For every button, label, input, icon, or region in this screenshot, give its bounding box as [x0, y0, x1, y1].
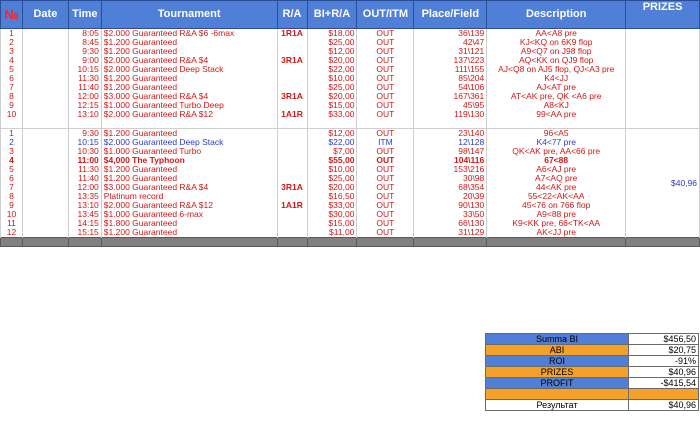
date-cell[interactable] [22, 174, 68, 183]
ra-cell[interactable]: 1A1R [277, 110, 307, 119]
out-itm-cell[interactable]: OUT [357, 38, 414, 47]
tournament-cell[interactable]: Platinum record [101, 192, 277, 201]
date-cell[interactable] [22, 183, 68, 192]
prize-cell[interactable] [626, 101, 700, 110]
out-itm-cell[interactable]: OUT [357, 56, 414, 65]
tournament-cell[interactable]: $1.200 Guaranteed [101, 129, 277, 139]
separator-row [1, 238, 700, 247]
ra-cell[interactable] [277, 174, 307, 183]
time-cell[interactable]: 11:00 [68, 156, 101, 165]
prize-cell[interactable] [626, 56, 700, 65]
place-field-cell[interactable]: 31\121 [414, 47, 487, 56]
out-itm-cell[interactable]: OUT [357, 29, 414, 39]
buyin-cell[interactable]: $12,00 [307, 47, 357, 56]
date-cell[interactable] [22, 219, 68, 228]
time-cell[interactable]: 12:15 [68, 101, 101, 110]
description-cell[interactable]: A8<KJ [487, 101, 626, 110]
table-row [1, 29, 700, 39]
tournament-cell[interactable]: $2.000 Guaranteed R&A $12 [101, 201, 277, 210]
buyin-cell[interactable]: $15,00 [307, 219, 357, 228]
place-field-cell[interactable]: 90\130 [414, 201, 487, 210]
date-cell[interactable] [22, 129, 68, 139]
place-field-cell[interactable]: 54\106 [414, 83, 487, 92]
prize-cell[interactable] [626, 29, 700, 39]
ra-cell[interactable]: 1R1A [277, 29, 307, 39]
row-number[interactable]: 1 [1, 129, 23, 139]
table-row [1, 138, 700, 147]
date-cell[interactable] [22, 165, 68, 174]
row-number[interactable]: 4 [1, 56, 23, 65]
place-field-cell[interactable]: 68\354 [414, 183, 487, 192]
summary-table [485, 333, 699, 411]
row-number[interactable]: 6 [1, 74, 23, 83]
time-cell[interactable]: 12:00 [68, 183, 101, 192]
time-cell[interactable]: 8:45 [68, 38, 101, 47]
date-cell[interactable] [22, 228, 68, 238]
header-date[interactable]: Date [22, 1, 68, 29]
table-row [1, 101, 700, 110]
row-number[interactable]: 5 [1, 65, 23, 74]
header-prizes[interactable]: PRIZES [626, 1, 700, 29]
table-row [1, 92, 700, 101]
time-cell[interactable]: 9:00 [68, 56, 101, 65]
time-cell[interactable]: 13:35 [68, 192, 101, 201]
summary-row-profit [486, 378, 699, 389]
place-field-cell[interactable]: 167\361 [414, 92, 487, 101]
profit-label[interactable]: PROFIT [486, 378, 629, 389]
summary-row-blank [486, 389, 699, 400]
tournament-cell[interactable]: $1.200 Guaranteed [101, 174, 277, 183]
out-itm-cell[interactable]: ITM [357, 138, 414, 147]
header-place-field[interactable]: Place/Field [414, 1, 487, 29]
ra-cell[interactable]: 3R1A [277, 183, 307, 192]
roi-value[interactable]: -91% [629, 356, 699, 367]
place-field-cell[interactable]: 36\139 [414, 29, 487, 39]
out-itm-cell[interactable]: OUT [357, 47, 414, 56]
row-number[interactable]: 2 [1, 38, 23, 47]
ra-cell[interactable]: 3R1A [277, 92, 307, 101]
date-cell[interactable] [22, 29, 68, 39]
date-cell[interactable] [22, 110, 68, 119]
row-number[interactable]: 12 [1, 228, 23, 238]
header-bi[interactable]: BI+R/A [307, 1, 357, 29]
out-itm-cell[interactable]: OUT [357, 201, 414, 210]
tournament-cell[interactable]: $2.000 Guaranteed R&A $6 -6max [101, 29, 277, 39]
place-field-cell[interactable]: 23\140 [414, 129, 487, 139]
empty-cell[interactable] [487, 238, 626, 247]
place-field-cell[interactable]: 33\50 [414, 210, 487, 219]
date-cell[interactable] [22, 192, 68, 201]
time-cell[interactable]: 10:30 [68, 147, 101, 156]
buyin-cell[interactable]: $11,00 [307, 228, 357, 238]
tournament-cell[interactable]: $1.000 Guaranteed Turbo Deep [101, 101, 277, 110]
empty-cell[interactable] [101, 238, 277, 247]
description-cell[interactable]: 44<AK pre [487, 183, 626, 192]
out-itm-cell[interactable]: OUT [357, 74, 414, 83]
row-number[interactable]: 2 [1, 138, 23, 147]
table-body [1, 29, 700, 247]
date-cell[interactable] [22, 47, 68, 56]
row-number[interactable]: 10 [1, 210, 23, 219]
prizes-value[interactable]: $40,96 [629, 367, 699, 378]
place-field-cell[interactable]: 45\95 [414, 101, 487, 110]
time-cell[interactable]: 13:45 [68, 210, 101, 219]
row-number[interactable]: 11 [1, 219, 23, 228]
out-itm-cell[interactable]: OUT [357, 219, 414, 228]
buyin-cell[interactable]: $25,00 [307, 83, 357, 92]
row-number[interactable]: 9 [1, 201, 23, 210]
table-row [1, 201, 700, 210]
ra-cell[interactable] [277, 101, 307, 110]
date-cell[interactable] [22, 210, 68, 219]
empty-cell[interactable] [357, 238, 414, 247]
time-cell[interactable]: 9:30 [68, 129, 101, 139]
header-ra[interactable]: R/A [277, 1, 307, 29]
description-cell[interactable]: AJ<AT pre [487, 83, 626, 92]
result-value[interactable]: $40,96 [629, 400, 699, 411]
description-cell[interactable]: K4<JJ [487, 74, 626, 83]
summa-bi-label[interactable]: Summa BI [486, 334, 629, 345]
header-out-itm[interactable]: OUT/ITM [357, 1, 414, 29]
row-number[interactable]: 6 [1, 174, 23, 183]
description-cell[interactable]: K9<KK pre, 66<TK<AA [487, 219, 626, 228]
abi-value[interactable]: $20,75 [629, 345, 699, 356]
row-number[interactable]: 4 [1, 156, 23, 165]
table-row [1, 65, 700, 74]
table-row [1, 156, 700, 165]
table-row [1, 147, 700, 156]
out-itm-cell[interactable]: OUT [357, 129, 414, 139]
summary-row-prizes [486, 367, 699, 378]
table-row [1, 110, 700, 119]
ra-cell[interactable] [277, 74, 307, 83]
place-field-cell[interactable]: 119\130 [414, 110, 487, 119]
row-number[interactable]: 9 [1, 101, 23, 110]
prize-cell[interactable]: $40,96 [626, 129, 700, 238]
tournament-cell[interactable]: $3.000 Guaranteed R&A $4 [101, 183, 277, 192]
tournament-cell[interactable]: $1.200 Guaranteed [101, 228, 277, 238]
ra-cell[interactable] [277, 83, 307, 92]
table-row [1, 56, 700, 65]
ra-cell[interactable]: 1A1R [277, 201, 307, 210]
date-cell[interactable] [22, 156, 68, 165]
date-cell[interactable] [22, 147, 68, 156]
buyin-cell[interactable]: $20,00 [307, 56, 357, 65]
empty-cell[interactable] [68, 119, 101, 129]
description-cell[interactable]: AA<A8 pre [487, 29, 626, 39]
tournament-cell[interactable]: $1.800 Guaranteed [101, 219, 277, 228]
empty-cell[interactable] [357, 119, 414, 129]
table-row [1, 38, 700, 47]
empty-cell[interactable] [487, 119, 626, 129]
out-itm-cell[interactable]: OUT [357, 65, 414, 74]
out-itm-cell[interactable]: OUT [357, 192, 414, 201]
date-cell[interactable] [22, 38, 68, 47]
description-cell[interactable]: A7<AQ pre [487, 174, 626, 183]
ra-cell[interactable] [277, 129, 307, 139]
description-cell[interactable]: AJ<Q8 on AJ5 flop, QJ<A3 pre [487, 65, 626, 74]
tournament-cell[interactable]: $3.000 Guaranteed R&A $4 [101, 92, 277, 101]
buyin-cell[interactable]: $55,00 [307, 156, 357, 165]
table-row [1, 219, 700, 228]
blank-cell[interactable] [486, 389, 629, 400]
buyin-cell[interactable]: $16,50 [307, 192, 357, 201]
row-number[interactable]: 8 [1, 192, 23, 201]
date-cell[interactable] [22, 74, 68, 83]
buyin-cell[interactable]: $15,00 [307, 101, 357, 110]
empty-cell[interactable] [414, 238, 487, 247]
buyin-cell[interactable]: $10,00 [307, 165, 357, 174]
time-cell[interactable]: 13:10 [68, 201, 101, 210]
ra-cell[interactable] [277, 192, 307, 201]
date-cell[interactable] [22, 138, 68, 147]
description-cell[interactable]: 55<22<AK<AA [487, 192, 626, 201]
row-number[interactable]: 3 [1, 147, 23, 156]
out-itm-cell[interactable]: OUT [357, 101, 414, 110]
table-row [1, 228, 700, 238]
place-field-cell[interactable]: 153\216 [414, 165, 487, 174]
tournament-cell[interactable]: $2.000 Guaranteed R&A $4 [101, 56, 277, 65]
table-row [1, 74, 700, 83]
time-cell[interactable]: 10:15 [68, 138, 101, 147]
table-row [1, 192, 700, 201]
description-cell[interactable]: K4<77 pre [487, 138, 626, 147]
header-time[interactable]: Time [68, 1, 101, 29]
row-number[interactable]: 7 [1, 183, 23, 192]
ra-cell[interactable] [277, 138, 307, 147]
place-field-cell[interactable]: 12\128 [414, 138, 487, 147]
buyin-cell[interactable]: $18,00 [307, 29, 357, 39]
prize-cell[interactable] [626, 83, 700, 92]
buyin-cell[interactable]: $25,00 [307, 174, 357, 183]
empty-cell[interactable] [307, 119, 357, 129]
summary-row-abi [486, 345, 699, 356]
ra-cell[interactable] [277, 65, 307, 74]
header-tournament[interactable]: Tournament [101, 1, 277, 29]
description-cell[interactable]: 96<A5 [487, 129, 626, 139]
buyin-cell[interactable]: $22,00 [307, 138, 357, 147]
description-cell[interactable]: A6<AJ pre [487, 165, 626, 174]
description-cell[interactable]: AQ<KK on QJ9 flop [487, 56, 626, 65]
buyin-cell[interactable]: $20,00 [307, 183, 357, 192]
out-itm-cell[interactable]: OUT [357, 210, 414, 219]
tournament-cell[interactable]: $2.000 Guaranteed Deep Stack [101, 138, 277, 147]
ra-cell[interactable] [277, 228, 307, 238]
ra-cell[interactable] [277, 147, 307, 156]
blank-cell[interactable] [629, 389, 699, 400]
description-cell[interactable]: 67<88 [487, 156, 626, 165]
description-cell[interactable]: A9<Q7 on J98 flop [487, 47, 626, 56]
buyin-cell[interactable]: $25,00 [307, 38, 357, 47]
empty-cell[interactable] [277, 238, 307, 247]
empty-cell[interactable] [626, 119, 700, 129]
out-itm-cell[interactable]: OUT [357, 83, 414, 92]
out-itm-cell[interactable]: OUT [357, 156, 414, 165]
roi-label[interactable]: ROI [486, 356, 629, 367]
out-itm-cell[interactable]: OUT [357, 147, 414, 156]
date-cell[interactable] [22, 83, 68, 92]
date-cell[interactable] [22, 201, 68, 210]
out-itm-cell[interactable]: OUT [357, 183, 414, 192]
gap-row [1, 119, 700, 129]
date-cell[interactable] [22, 65, 68, 74]
summary-row-summa-bi [486, 334, 699, 345]
time-cell[interactable]: 11:30 [68, 165, 101, 174]
header-number[interactable]: № [1, 1, 23, 29]
empty-cell[interactable] [1, 238, 23, 247]
buyin-cell[interactable]: $7,00 [307, 147, 357, 156]
summa-bi-value[interactable]: $456,50 [629, 334, 699, 345]
tournament-cell[interactable]: $1.000 Guaranteed Turbo [101, 147, 277, 156]
time-cell[interactable]: 10:15 [68, 65, 101, 74]
row-number[interactable]: 8 [1, 92, 23, 101]
buyin-cell[interactable]: $12,00 [307, 129, 357, 139]
time-cell[interactable]: 15:15 [68, 228, 101, 238]
time-cell[interactable]: 12:00 [68, 92, 101, 101]
tournament-cell[interactable]: $1.200 Guaranteed [101, 74, 277, 83]
out-itm-cell[interactable]: OUT [357, 92, 414, 101]
buyin-cell[interactable]: $22,00 [307, 65, 357, 74]
empty-cell[interactable] [22, 238, 68, 247]
description-cell[interactable]: QK<AK pre, AA<66 pre [487, 147, 626, 156]
time-cell[interactable]: 8:05 [68, 29, 101, 39]
buyin-cell[interactable]: $33,00 [307, 110, 357, 119]
ra-cell[interactable] [277, 219, 307, 228]
prize-cell[interactable] [626, 47, 700, 56]
time-cell[interactable]: 11:30 [68, 74, 101, 83]
place-field-cell[interactable]: 137\223 [414, 56, 487, 65]
out-itm-cell[interactable]: OUT [357, 228, 414, 238]
ra-cell[interactable] [277, 47, 307, 56]
ra-cell[interactable]: 3R1A [277, 56, 307, 65]
table-row [1, 83, 700, 92]
table-row [1, 129, 700, 139]
place-field-cell[interactable]: 20\39 [414, 192, 487, 201]
description-cell[interactable]: KJ<KQ on 6K9 flop [487, 38, 626, 47]
abi-label[interactable]: ABI [486, 345, 629, 356]
prize-cell[interactable] [626, 65, 700, 74]
time-cell[interactable]: 13:10 [68, 110, 101, 119]
place-field-cell[interactable]: 31\129 [414, 228, 487, 238]
tournament-cell[interactable]: $2.000 Guaranteed Deep Stack [101, 65, 277, 74]
buyin-cell[interactable]: $20,00 [307, 92, 357, 101]
row-number[interactable]: 7 [1, 83, 23, 92]
empty-cell[interactable] [626, 238, 700, 247]
table-row [1, 183, 700, 192]
table-row [1, 47, 700, 56]
time-cell[interactable]: 14:15 [68, 219, 101, 228]
place-field-cell[interactable]: 66\130 [414, 219, 487, 228]
row-number[interactable]: 10 [1, 110, 23, 119]
tournament-cell[interactable]: $1.200 Guaranteed [101, 47, 277, 56]
table-row [1, 165, 700, 174]
date-cell[interactable] [22, 92, 68, 101]
tournament-cell[interactable]: $1.000 Guaranteed 6-max [101, 210, 277, 219]
empty-cell[interactable] [1, 119, 23, 129]
ra-cell[interactable] [277, 210, 307, 219]
row-number[interactable]: 1 [1, 29, 23, 39]
empty-cell[interactable] [101, 119, 277, 129]
tournament-cell[interactable]: $1.200 Guaranteed [101, 83, 277, 92]
tournament-cell[interactable]: $2.000 Guaranteed R&A $12 [101, 110, 277, 119]
summary-row-result [486, 400, 699, 411]
out-itm-cell[interactable]: OUT [357, 110, 414, 119]
prize-cell[interactable] [626, 110, 700, 119]
prize-cell[interactable] [626, 74, 700, 83]
prize-cell[interactable] [626, 92, 700, 101]
profit-value[interactable]: -$415,54 [629, 378, 699, 389]
table-row [1, 174, 700, 183]
time-cell[interactable]: 9:30 [68, 47, 101, 56]
place-field-cell[interactable]: 98\147 [414, 147, 487, 156]
place-field-cell[interactable]: 30\98 [414, 174, 487, 183]
buyin-cell[interactable]: $33,00 [307, 201, 357, 210]
prize-cell[interactable] [626, 38, 700, 47]
place-field-cell[interactable]: 104\116 [414, 156, 487, 165]
buyin-cell[interactable]: $30,00 [307, 210, 357, 219]
tournament-cell[interactable]: $1.200 Guaranteed [101, 38, 277, 47]
description-cell[interactable]: 99<AA pre [487, 110, 626, 119]
empty-cell[interactable] [414, 119, 487, 129]
time-cell[interactable]: 11:40 [68, 174, 101, 183]
header-row [1, 1, 700, 29]
empty-cell[interactable] [307, 238, 357, 247]
out-itm-cell[interactable]: OUT [357, 165, 414, 174]
place-field-cell[interactable]: 42\47 [414, 38, 487, 47]
description-cell[interactable]: A9<88 pre [487, 210, 626, 219]
date-cell[interactable] [22, 101, 68, 110]
summary-row-roi [486, 356, 699, 367]
buyin-cell[interactable]: $10,00 [307, 74, 357, 83]
empty-cell[interactable] [22, 119, 68, 129]
description-cell[interactable]: AK<JJ pre [487, 228, 626, 238]
header-description[interactable]: Description [487, 1, 626, 29]
empty-cell[interactable] [68, 238, 101, 247]
result-label[interactable]: Результат [486, 400, 629, 411]
place-field-cell[interactable]: 85\204 [414, 74, 487, 83]
empty-cell[interactable] [277, 119, 307, 129]
ra-cell[interactable] [277, 165, 307, 174]
description-cell[interactable]: 45<76 on 766 flop [487, 201, 626, 210]
ra-cell[interactable] [277, 38, 307, 47]
time-cell[interactable]: 11:40 [68, 83, 101, 92]
place-field-cell[interactable]: 111\155 [414, 65, 487, 74]
tournament-cell[interactable]: $4,000 The Typhoon [101, 156, 277, 165]
table-row [1, 210, 700, 219]
out-itm-cell[interactable]: OUT [357, 174, 414, 183]
row-number[interactable]: 3 [1, 47, 23, 56]
prizes-label[interactable]: PRIZES [486, 367, 629, 378]
description-cell[interactable]: AT<AK pre, QK <A6 pre [487, 92, 626, 101]
tournament-cell[interactable]: $1.200 Guaranteed [101, 165, 277, 174]
ra-cell[interactable] [277, 156, 307, 165]
row-number[interactable]: 5 [1, 165, 23, 174]
date-cell[interactable] [22, 56, 68, 65]
